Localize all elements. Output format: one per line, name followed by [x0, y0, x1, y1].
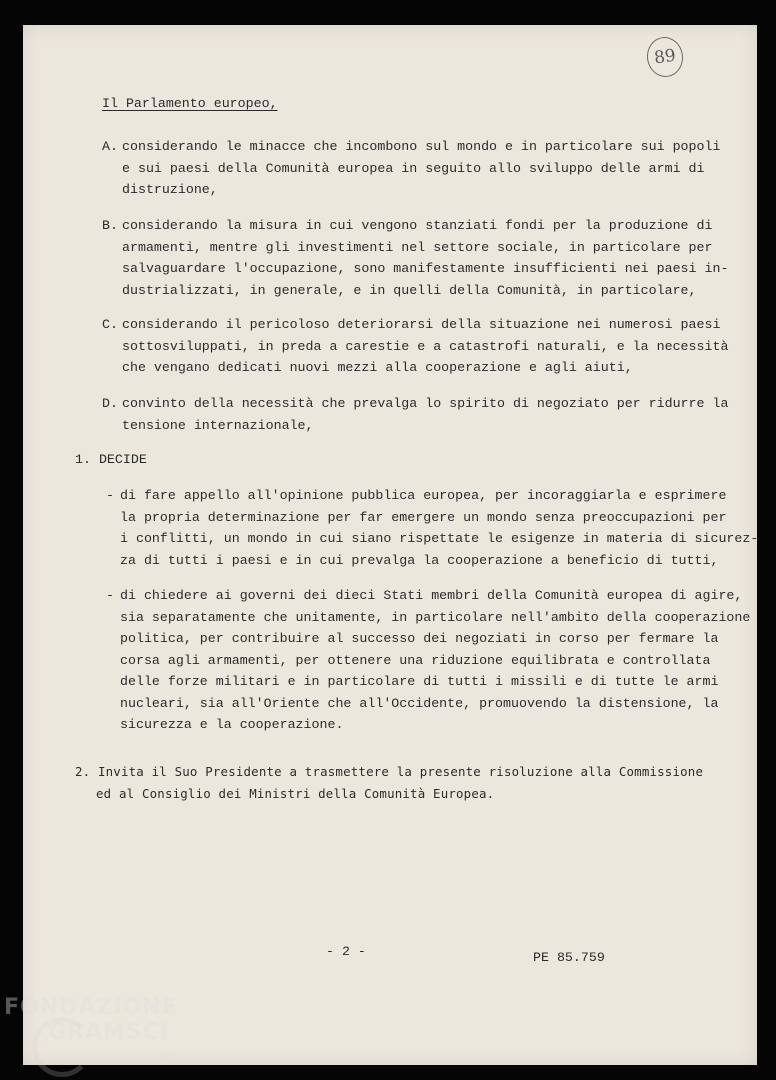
document-page — [23, 25, 757, 1065]
decision-line: delle forze militari e in particolare di tutti i missili e di tutte le armi — [120, 674, 719, 689]
consideration-label: C. — [102, 317, 118, 332]
decision-2 — [106, 585, 750, 736]
consideration-line: considerando le minacce che incombono sul mondo e in particolare sui popoli — [122, 139, 721, 154]
consideration-b — [102, 215, 728, 301]
bullet-marker: - — [106, 588, 114, 603]
bullet-marker: - — [106, 488, 114, 503]
consideration-line: convinto della necessità che prevalga lo spirito di negoziato per ridurre la — [122, 396, 729, 411]
consideration-line: che vengano dedicati nuovi mezzi alla cooperazione e agli aiuti, — [122, 360, 633, 375]
consideration-line: considerando il pericoloso deteriorarsi della situazione nei numerosi paesi — [122, 317, 721, 332]
consideration-label: A. — [102, 139, 118, 154]
decide-heading: 1. DECIDE — [75, 452, 147, 467]
consideration-a — [102, 136, 720, 201]
decision-line: politica, per contribuire al successo dei negoziati in corso per fermare la — [120, 631, 719, 646]
archive-number: 89 — [652, 45, 678, 69]
consideration-line: salvaguardare l'occupazione, sono manifestamente insufficienti nei paesi in- — [122, 261, 729, 276]
decision-line: di chiedere ai governi dei dieci Stati membri della Comunità europea di agire, — [120, 588, 743, 603]
consideration-label: D. — [102, 396, 118, 411]
consideration-line: considerando la misura in cui vengono stanziati fondi per la produzione di — [122, 218, 713, 233]
watermark-line2: GRAMSCI — [48, 1020, 170, 1045]
decision-line: di fare appello all'opinione pubblica europea, per incoraggiarla e esprimere — [120, 488, 727, 503]
page-number: - 2 - — [326, 944, 366, 959]
consideration-line: distruzione, — [122, 182, 218, 197]
consideration-d — [102, 393, 728, 436]
consideration-line: tensione internazionale, — [122, 417, 314, 433]
consideration-line: armamenti, mentre gli investimenti nel settore sociale, in particolare per — [122, 239, 713, 255]
decision-1 — [106, 485, 758, 571]
consideration-label: B. — [102, 218, 118, 233]
invita-line: 2. Invita il Suo Presidente a trasmettere la presente risoluzione alla Commissione — [75, 764, 704, 779]
consideration-line: dustrializzati, in generale, e in quelli della Comunità, in particolare, — [122, 282, 697, 298]
opening-line: Il Parlamento europeo, — [102, 96, 278, 111]
decision-line: sicurezza e la cooperazione. — [120, 717, 344, 732]
decision-line: la propria determinazione per far emergere un mondo senza preoccupazioni per — [120, 509, 727, 525]
consideration-c — [102, 314, 728, 379]
decision-line: nucleari, sia all'Oriente che all'Occidente, promuovendo la distensione, la — [120, 695, 719, 711]
invita-paragraph — [75, 761, 703, 804]
decision-line: i conflitti, un mondo in cui siano rispettate le esigenze in materia di sicurez- — [120, 531, 759, 546]
document-reference: PE 85.759 — [533, 950, 605, 965]
decision-line: sia separatamente che unitamente, in particolare nell'ambito della cooperazione — [120, 609, 751, 625]
invita-line: ed al Consiglio dei Ministri della Comunità Europea. — [96, 785, 495, 801]
watermark-suffix: onlus — [159, 1049, 189, 1062]
decision-line: corsa agli armamenti, per ottenere una riduzione equilibrata e controllata — [120, 652, 711, 668]
consideration-line: sottosviluppati, in preda a carestie e a catastrofi naturali, e la necessità — [122, 338, 729, 354]
consideration-line: e sui paesi della Comunità europea in seguito allo sviluppo delle armi di — [122, 160, 705, 176]
fondazione-gramsci-watermark — [4, 995, 204, 1075]
archive-number-stamp — [644, 35, 685, 80]
decision-line: za di tutti i paesi e in cui prevalga la cooperazione a beneficio di tutti, — [120, 552, 719, 568]
watermark-line1: FONDAZIONE — [4, 995, 178, 1020]
